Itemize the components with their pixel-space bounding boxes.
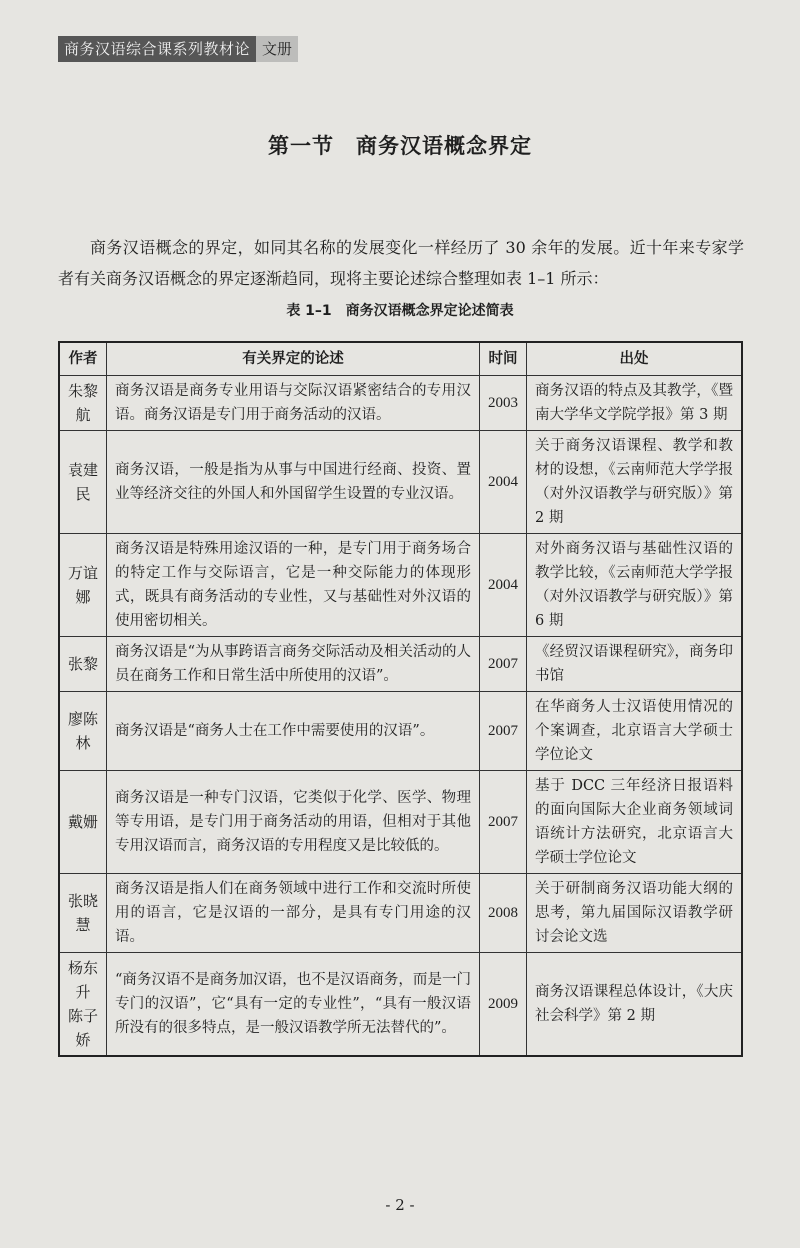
desc-cell: 商务汉语是特殊用途汉语的一种，是专门用于商务场合的特定工作与交际语言，它是一种交际能力的体现形式，既具有商务活动的专业性，又与基础性对外汉语的使用密切相关。 — [107, 534, 480, 637]
table-caption-text: 商务汉语概念界定论述简表 — [345, 303, 514, 319]
table-caption-number: 表 1–1 — [286, 303, 332, 319]
page-number: - 2 - — [385, 1196, 415, 1214]
section-title: 商务汉语概念界定 — [356, 134, 532, 158]
table-row — [59, 534, 742, 637]
desc-cell: 商务汉语是“商务人士在工作中需要使用的汉语”。 — [107, 692, 480, 771]
year-cell: 2007 — [480, 771, 527, 874]
author-name: 陈子娇 — [67, 1007, 98, 1049]
table-row — [59, 637, 742, 692]
author-cell — [59, 637, 107, 692]
column-header-year: 时间 — [480, 342, 527, 376]
author-cell — [59, 431, 107, 534]
author-name: 戴姗 — [67, 813, 98, 831]
author-name: 朱黎航 — [67, 382, 98, 424]
year-cell: 2004 — [480, 431, 527, 534]
author-name: 张晓慧 — [67, 892, 98, 934]
table-row — [59, 953, 742, 1057]
column-header-desc: 有关界定的论述 — [107, 342, 480, 376]
year-cell: 2007 — [480, 692, 527, 771]
table-row — [59, 431, 742, 534]
year-cell: 2009 — [480, 953, 527, 1057]
table-row — [59, 692, 742, 771]
series-title: 商务汉语综合课系列教材论 — [58, 36, 256, 62]
author-name: 袁建民 — [67, 461, 98, 503]
author-name: 万谊娜 — [67, 564, 98, 606]
desc-cell: 商务汉语是指人们在商务领域中进行工作和交流时所使用的语言，它是汉语的一部分，是具有专门用途的汉语。 — [107, 874, 480, 953]
intro-paragraph: 商务汉语概念的界定，如同其名称的发展变化一样经历了 30 余年的发展。近十年来专家学者有关商务汉语概念的界定逐渐趋同，现将主要论述综合整理如表 1–1 所示： — [58, 238, 744, 288]
year-cell: 2003 — [480, 376, 527, 431]
definitions-table — [58, 341, 743, 1057]
table-header-row — [59, 342, 742, 376]
source-cell: 关于研制商务汉语功能大纲的思考，第九届国际汉语教学研讨会论文选 — [527, 874, 743, 953]
author-cell — [59, 692, 107, 771]
source-cell: 基于 DCC 三年经济日报语料的面向国际大企业商务领域词语统计方法研究，北京语言大学硕士学位论文 — [527, 771, 743, 874]
table-body — [59, 376, 742, 1057]
year-cell: 2008 — [480, 874, 527, 953]
section-number: 第一节 — [268, 134, 334, 158]
desc-cell: 商务汉语，一般是指为从事与中国进行经商、投资、置业等经济交往的外国人和外国留学生设置的专业汉语。 — [107, 431, 480, 534]
column-header-author: 作者 — [59, 342, 107, 376]
source-cell: 商务汉语的特点及其教学，《暨南大学华文学院学报》第 3 期 — [527, 376, 743, 431]
desc-cell: 商务汉语是“为从事跨语言商务交际活动及相关活动的人员在商务工作和日常生活中所使用的汉语”。 — [107, 637, 480, 692]
author-cell — [59, 953, 107, 1057]
author-cell — [59, 376, 107, 431]
author-name: 张黎 — [67, 655, 98, 673]
source-cell: 关于商务汉语课程、教学和教材的设想，《云南师范大学学报（对外汉语教学与研究版）》第 2 期 — [527, 431, 743, 534]
desc-cell: 商务汉语是商务专业用语与交际汉语紧密结合的专用汉语。商务汉语是专门用于商务活动的汉语。 — [107, 376, 480, 431]
table-row — [59, 771, 742, 874]
year-cell: 2004 — [480, 534, 527, 637]
series-title-tail: 文册 — [256, 36, 298, 62]
table-caption — [0, 300, 800, 320]
source-cell: 《经贸汉语课程研究》，商务印书馆 — [527, 637, 743, 692]
source-cell: 对外商务汉语与基础性汉语的教学比较，《云南师范大学学报（对外汉语教学与研究版）》第 6 期 — [527, 534, 743, 637]
author-name: 廖陈林 — [67, 710, 98, 752]
column-header-source: 出处 — [527, 342, 743, 376]
year-cell: 2007 — [480, 637, 527, 692]
table-row — [59, 376, 742, 431]
source-cell: 在华商务人士汉语使用情况的个案调查，北京语言大学硕士学位论文 — [527, 692, 743, 771]
source-cell: 商务汉语课程总体设计，《大庆社会科学》第 2 期 — [527, 953, 743, 1057]
author-cell — [59, 771, 107, 874]
author-cell — [59, 874, 107, 953]
author-cell — [59, 534, 107, 637]
desc-cell: 商务汉语是一种专门汉语，它类似于化学、医学、物理等专用语，是专门用于商务活动的用语，但相对于其他专用汉语而言，商务汉语的专用程度又是比较低的。 — [107, 771, 480, 874]
section-heading — [0, 130, 800, 160]
author-name: 杨东升 — [67, 959, 98, 1001]
running-header — [58, 36, 298, 62]
table-row — [59, 874, 742, 953]
desc-cell: “商务汉语不是商务加汉语，也不是汉语商务，而是一门专门的汉语”，它“具有一定的专业性”，“具有一般汉语所没有的很多特点，是一般汉语教学所无法替代的”。 — [107, 953, 480, 1057]
